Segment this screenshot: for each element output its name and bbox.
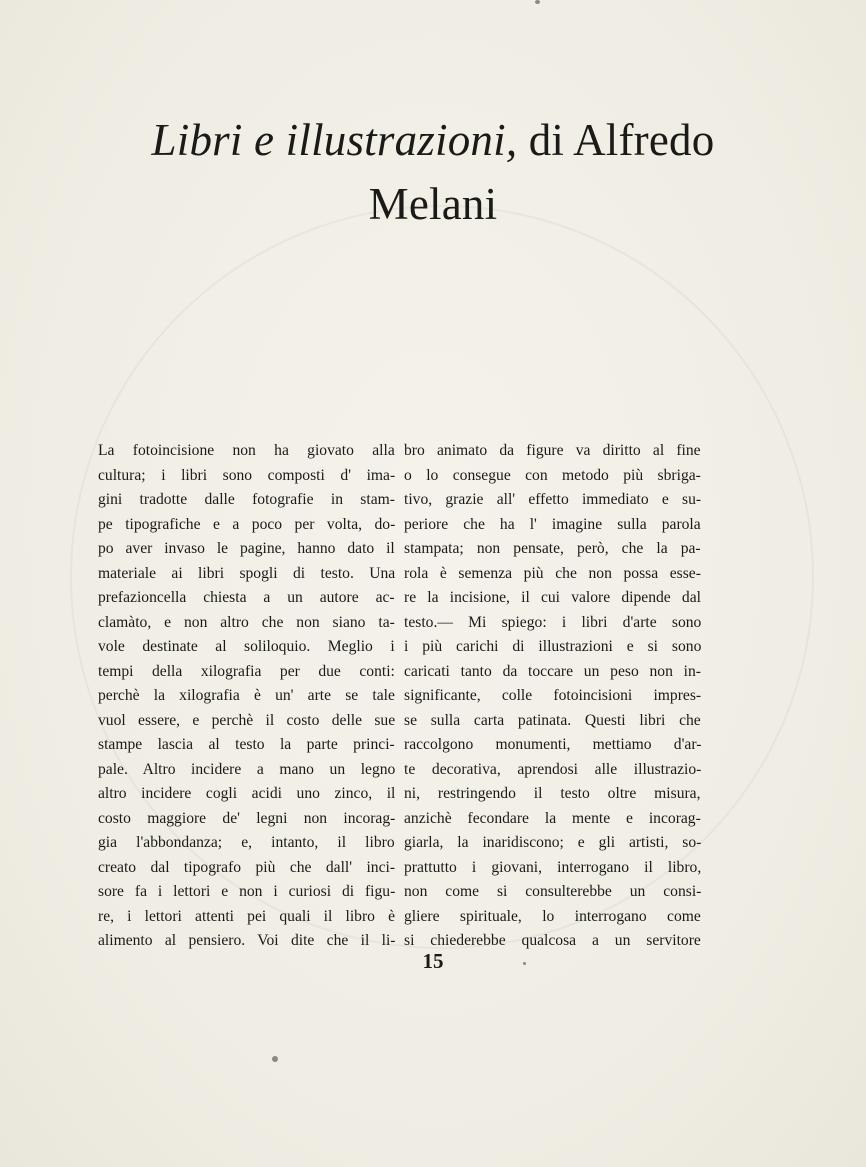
text-line: rola è semenza più che non possa esse-	[404, 564, 701, 582]
text-column-right	[404, 439, 701, 954]
text-line: pale. Altro incidere a mano un legno	[98, 760, 395, 778]
text-line: o lo consegue con metodo più sbriga-	[404, 466, 701, 484]
text-line: raccolgono monumenti, mettiamo d'ar-	[404, 736, 701, 753]
text-line: prattutto i giovani, interrogano il libro,	[404, 858, 701, 876]
text-line: pe tipografiche e a poco per volta, do-	[98, 515, 395, 533]
page-number: 15	[422, 949, 444, 973]
text-line: gliere spirituale, lo interrogano come	[404, 907, 701, 925]
text-line: testo.— Mi spiego: i libri d'arte sono	[404, 613, 701, 631]
text-line: ni, restringendo il testo oltre misura,	[404, 785, 701, 802]
text-line: tempi della xilografia per due conti:	[98, 662, 395, 680]
text-line: periore che ha l' imagine sulla parola	[404, 515, 701, 533]
text-line: perchè la xilografia è un' arte se tale	[98, 687, 395, 704]
page-title	[60, 108, 806, 236]
text-line: se sulla carta patinata. Questi libri che	[404, 711, 701, 729]
text-line: caricati tanto da toccare un peso non in-	[404, 662, 701, 680]
text-line: re la incisione, il cui valore dipende dal	[404, 589, 701, 606]
text-line: tivo, grazie all' effetto immediato e su-	[404, 491, 701, 508]
text-line: significante, colle fotoincisioni impres-	[404, 687, 701, 704]
text-line: te decorativa, aprendosi alle illustrazio-	[404, 760, 701, 778]
text-line: po aver invaso le pagine, hanno dato il	[98, 540, 395, 557]
ink-speck	[535, 0, 540, 4]
text-line: giarla, la inaridiscono; e gli artisti, so-	[404, 834, 701, 851]
text-line: vuol essere, e perchè il costo delle sue	[98, 711, 395, 729]
text-line: prefazioncella chiesta a un autore ac-	[98, 589, 395, 606]
text-line: costo maggiore de' legni non incorag-	[98, 809, 395, 827]
ink-speck	[272, 1056, 278, 1062]
text-line: sore fa i lettori e non i curiosi di figu-	[98, 883, 395, 900]
text-line: clamàto, e non altro che non siano ta-	[98, 613, 395, 631]
text-line: gini tradotte dalle fotografie in stam-	[98, 491, 395, 508]
title-italic: Libri e illustrazioni,	[151, 115, 518, 165]
text-line: stampata; non pensate, però, che la pa-	[404, 540, 701, 557]
text-line: cultura; i libri sono composti d' ima-	[98, 466, 395, 484]
text-line: materiale ai libri spogli di testo. Una	[98, 564, 395, 582]
text-line: bro animato da figure va diritto al fine	[404, 442, 701, 459]
text-line: re, i lettori attenti pei quali il libro è	[98, 907, 395, 925]
text-line: non come si consulterebbe un consi-	[404, 883, 701, 900]
text-line: alimento al pensiero. Voi dite che il li-	[98, 932, 395, 949]
text-column-left	[98, 439, 395, 954]
text-line: vole destinate al soliloquio. Meglio i	[98, 638, 395, 655]
text-line: creato dal tipografo più che dall' inci-	[98, 858, 395, 876]
text-line: stampe lascia al testo la parte princi-	[98, 736, 395, 753]
text-line: anzichè fecondare la mente e incorag-	[404, 809, 701, 827]
text-line: gia l'abbondanza; e, intanto, il libro	[98, 834, 395, 851]
title-author-surname: Melani	[368, 179, 498, 229]
text-line: si chiederebbe qualcosa a un servitore	[404, 932, 701, 949]
text-line: altro incidere cogli acidi uno zinco, il	[98, 785, 395, 802]
text-line: i più carichi di illustrazioni e si sono	[404, 638, 701, 655]
title-author-prefix: di Alfredo	[517, 115, 715, 165]
text-line: La fotoincisione non ha giovato alla	[98, 442, 395, 459]
